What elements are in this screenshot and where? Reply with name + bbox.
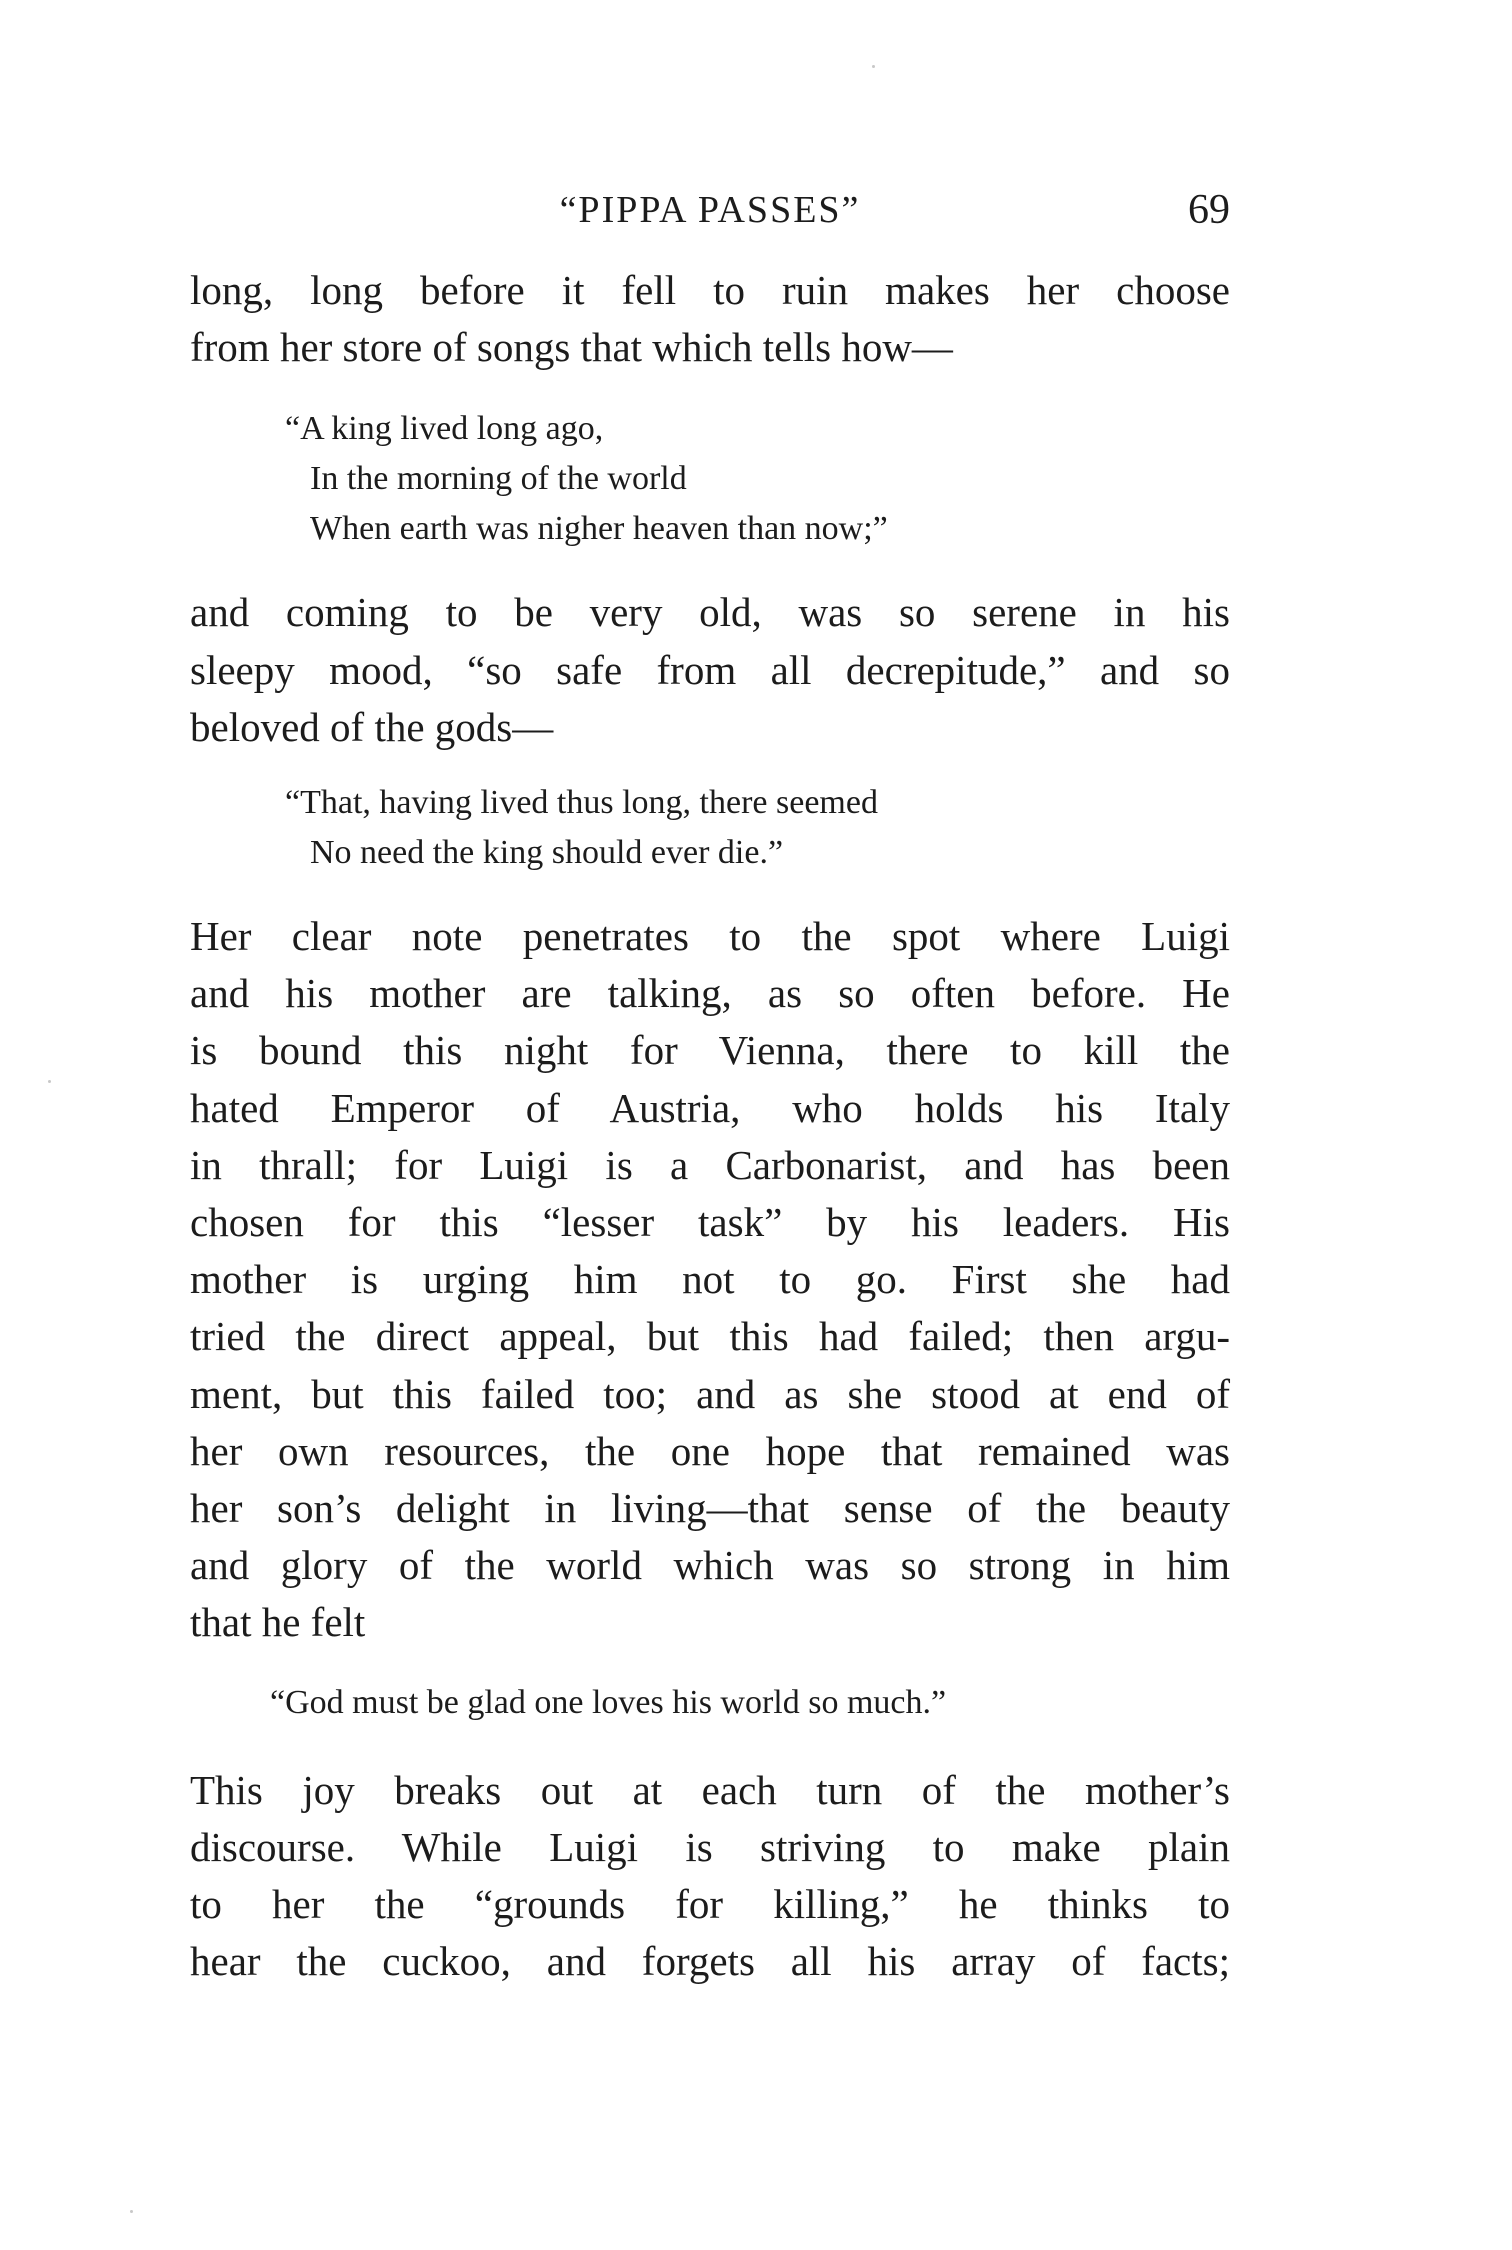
paper-speck [48,1080,51,1083]
text-line: and glory of the world which was so strong in him [190,1542,1230,1589]
verse-quote-2 [190,778,1230,878]
text-line: chosen for this “lesser task” by his leaders. His [190,1199,1230,1246]
text-line: her own resources, the one hope that remained was [190,1427,1230,1474]
text-line: that he felt [190,1599,366,1646]
text-line: in thrall; for Luigi is a Carbonarist, and has been [190,1141,1230,1188]
text-line: sleepy mood, “so safe from all decrepitude,” and so [190,646,1230,693]
text-line: discourse. While Luigi is striving to make plain [190,1823,1230,1870]
verse-line: No need the king should ever die.” [310,834,784,872]
paragraph-2 [190,584,1230,756]
page-number: 69 [1188,187,1230,233]
text-line: beloved of the gods— [190,703,554,750]
running-head [190,180,1230,240]
text-line: her son’s delight in living—that sense of the beauty [190,1485,1230,1532]
text-line: from her store of songs that which tells how— [190,324,953,371]
text-line: to her the “grounds for killing,” he thinks to [190,1881,1230,1928]
text-line: and his mother are talking, as so often before. He [190,970,1230,1017]
paragraph-3 [190,908,1230,1652]
verse-line: When earth was nigher heaven than now;” [310,510,888,548]
text-line: is bound this night for Vienna, there to kill the [190,1027,1230,1074]
text-line: long, long before it fell to ruin makes her choose [190,267,1230,313]
paper-speck [872,65,875,68]
text-line: hated Emperor of Austria, who holds his Italy [190,1084,1230,1131]
verse-line: “That, having lived thus long, there seemed [285,784,878,822]
verse-line: “God must be glad one loves his world so much.” [270,1683,947,1721]
verse-line: In the morning of the world [310,460,687,498]
running-title: “PIPPA PASSES” [559,189,861,231]
paragraph-4 [190,1762,1230,1991]
paper-speck [130,2210,133,2213]
text-line: hear the cuckoo, and forgets all his array of facts; [190,1938,1230,1985]
text-line: mother is urging him not to go. First she had [190,1256,1230,1303]
verse-line: “A king lived long ago, [285,410,604,448]
text-line: This joy breaks out at each turn of the mother’s [190,1766,1230,1813]
verse-quote-1 [190,404,1230,554]
text-line: Her clear note penetrates to the spot where Luigi [190,913,1230,960]
text-line: and coming to be very old, was so serene in his [190,589,1230,636]
verse-quote-3 [190,1678,1230,1728]
text-line: tried the direct appeal, but this had failed; then argu- [190,1313,1230,1360]
body-text [190,262,1230,1990]
text-line: ment, but this failed too; and as she stood at end of [190,1370,1230,1417]
paragraph-1 [190,262,1230,376]
